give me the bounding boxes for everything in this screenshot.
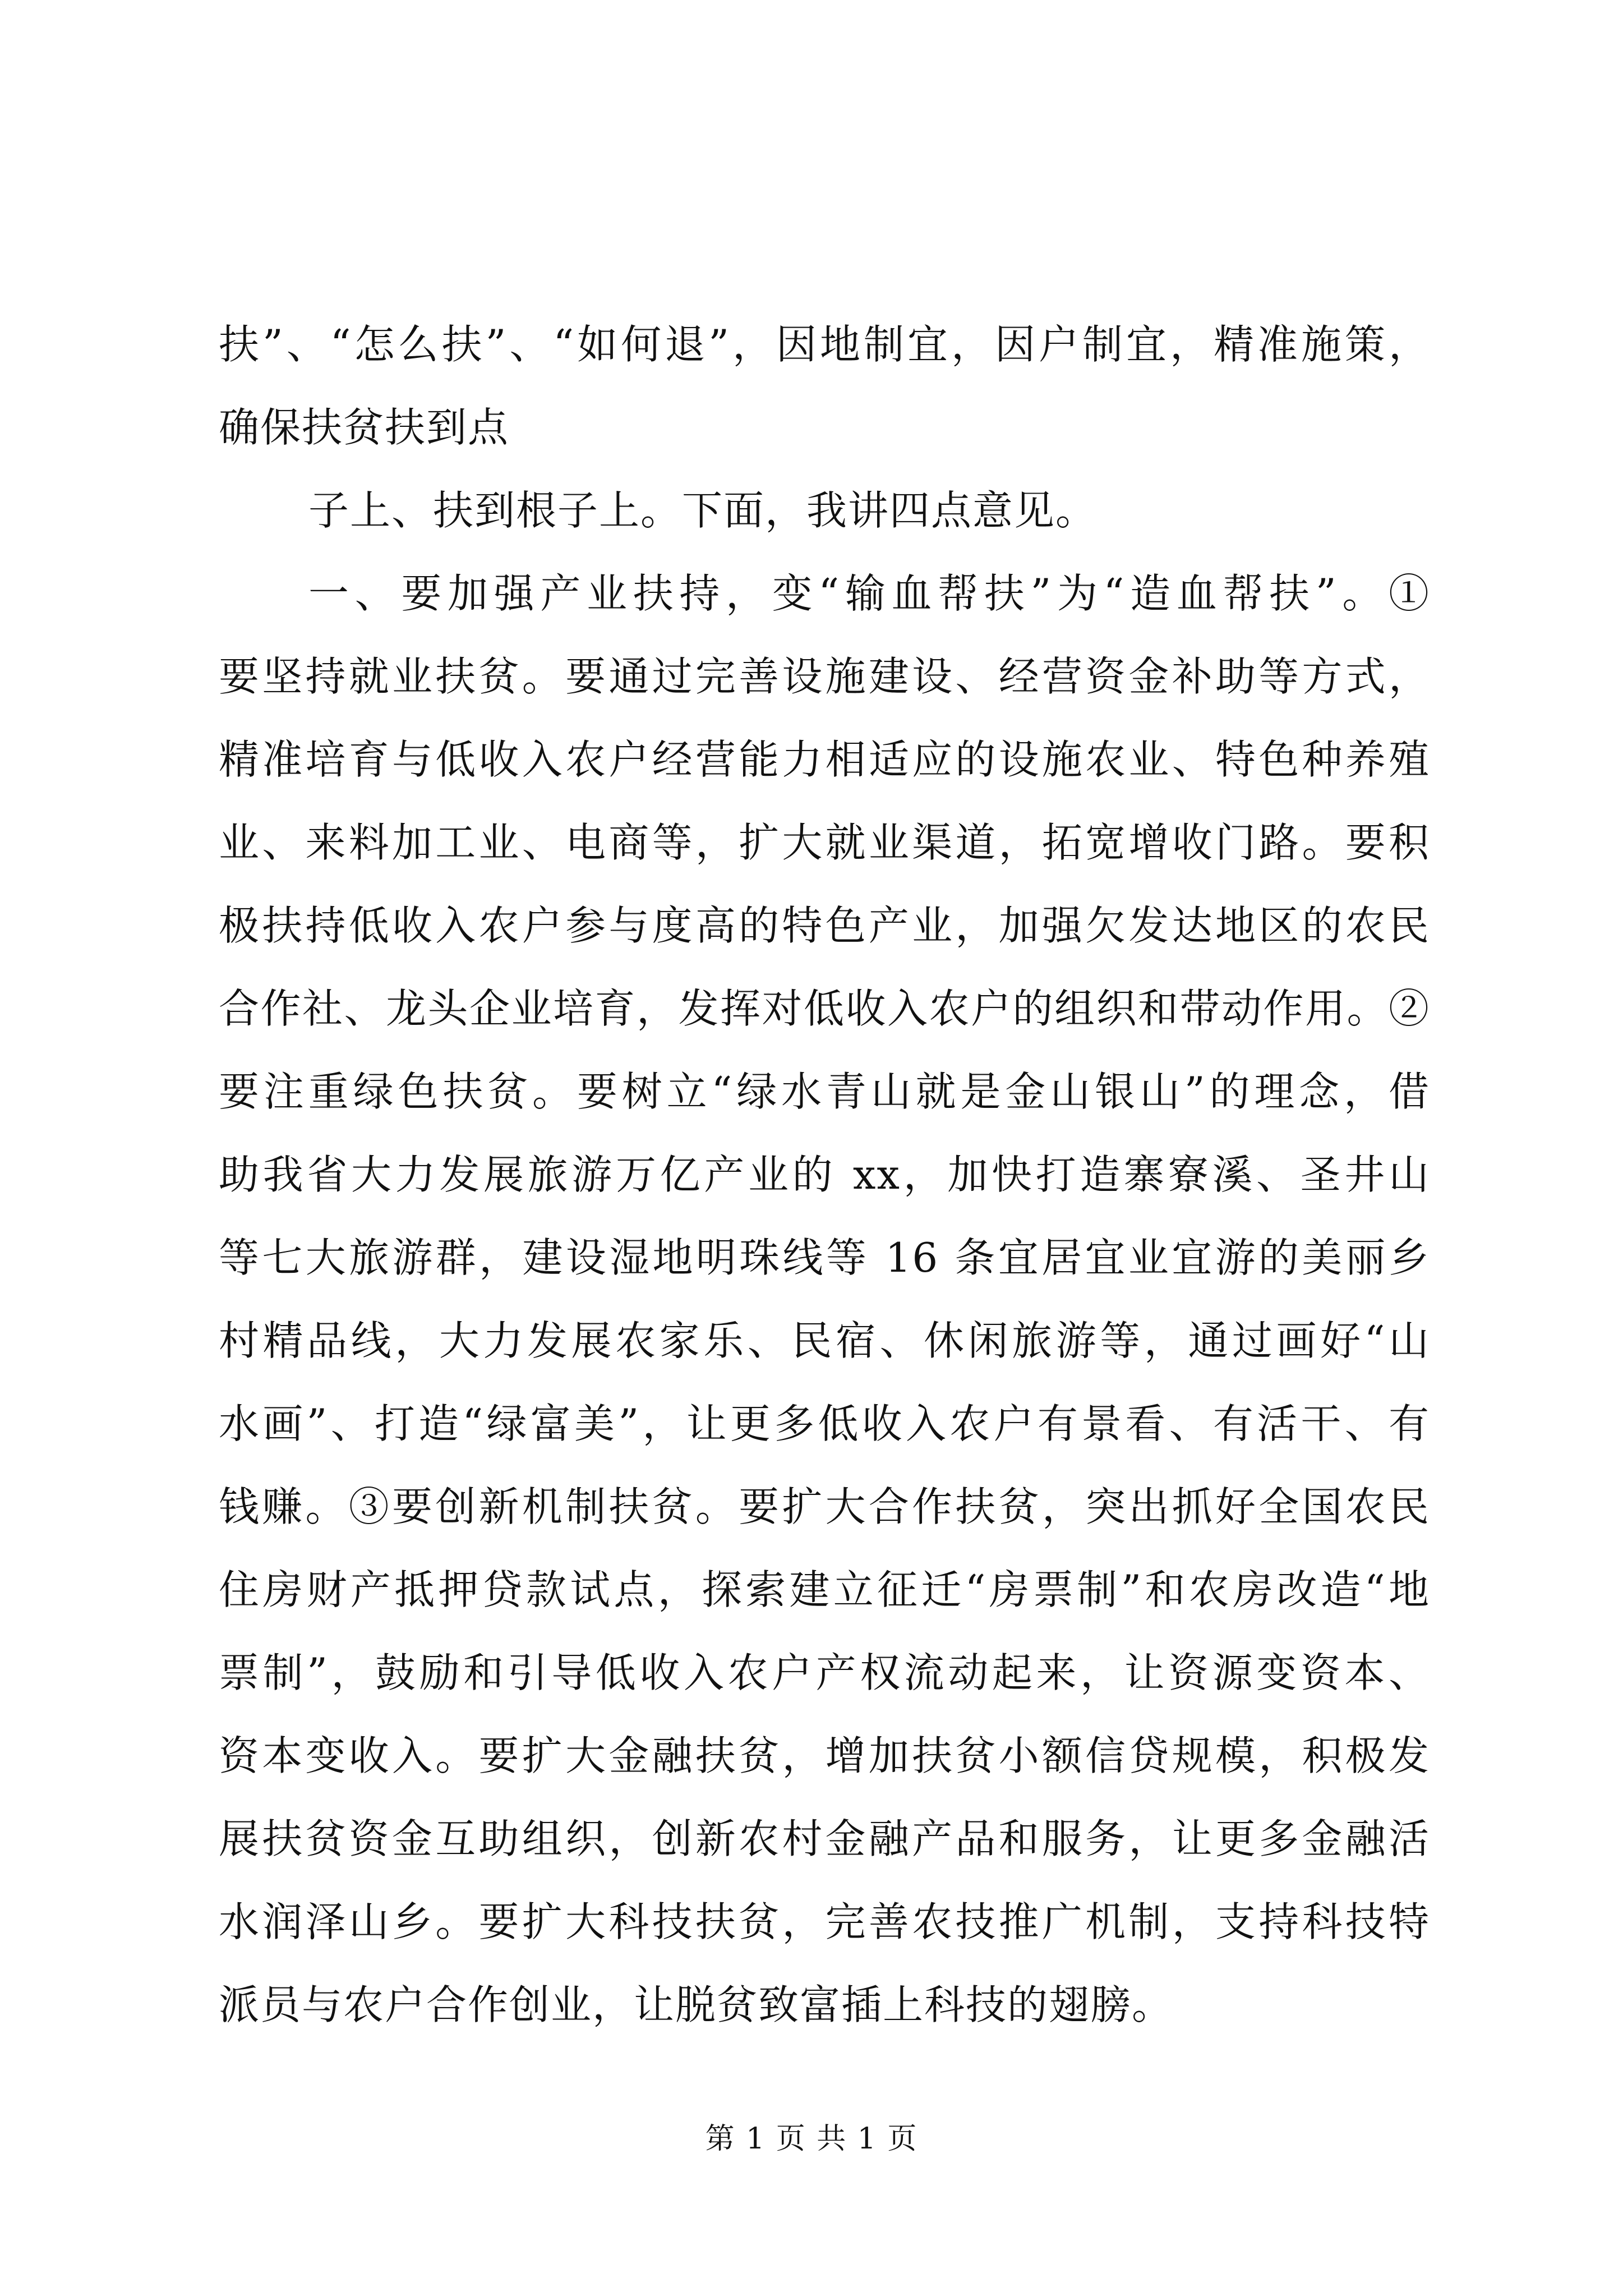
text-line: 合作社、龙头企业培育，发挥对低收入农户的组织和带动作用。② — [219, 985, 1430, 1032]
text-line: 住房财产抵押贷款试点，探索建立征迁“房票制”和农房改造“地 — [219, 1566, 1430, 1613]
text-line: 等七大旅游群，建设湿地明珠线等 16 条宜居宜业宜游的美丽乡 — [219, 1234, 1430, 1281]
text-line: 扶”、“怎么扶”、“如何退”，因地制宜，因户制宜，精准施策， — [219, 321, 1430, 368]
text-line: 要注重绿色扶贫。要树立“绿水青山就是金山银山”的理念，借 — [219, 1068, 1430, 1115]
text-line: 水润泽山乡。要扩大科技扶贫，完善农技推广机制，支持科技特 — [219, 1898, 1430, 1945]
text-line: 精准培育与低收入农户经营能力相适应的设施农业、特色种养殖 — [219, 736, 1430, 783]
text-line: 票制”，鼓励和引导低收入农户产权流动起来，让资源变资本、 — [219, 1649, 1430, 1696]
text-line: 子上、扶到根子上。下面，我讲四点意见。 — [308, 487, 1098, 534]
text-line: 确保扶贫扶到点 — [219, 404, 510, 451]
text-line: 村精品线，大力发展农家乐、民宿、休闲旅游等，通过画好“山 — [219, 1317, 1430, 1364]
document-body — [219, 303, 1430, 2046]
text-line: 派员与农户合作创业，让脱贫致富插上科技的翅膀。 — [219, 1981, 1174, 2028]
text-line: 水画”、打造“绿富美”，让更多低收入农户有景看、有活干、有 — [219, 1400, 1430, 1447]
text-line: 业、来料加工业、电商等，扩大就业渠道，拓宽增收门路。要积 — [219, 819, 1430, 866]
text-line: 钱赚。③要创新机制扶贫。要扩大合作扶贫，突出抓好全国农民 — [219, 1483, 1430, 1530]
page-footer: 第 1 页 共 1 页 — [705, 2122, 918, 2156]
text-line: 助我省大力发展旅游万亿产业的 xx，加快打造寨寮溪、圣井山 — [219, 1151, 1430, 1198]
text-line: 一、要加强产业扶持，变“输血帮扶”为“造血帮扶”。① — [308, 570, 1430, 617]
text-line: 资本变收入。要扩大金融扶贫，增加扶贫小额信贷规模，积极发 — [219, 1732, 1430, 1779]
text-line: 要坚持就业扶贫。要通过完善设施建设、经营资金补助等方式， — [219, 653, 1430, 700]
text-line: 展扶贫资金互助组织，创新农村金融产品和服务，让更多金融活 — [219, 1815, 1430, 1862]
text-line: 极扶持低收入农户参与度高的特色产业，加强欠发达地区的农民 — [219, 902, 1430, 949]
